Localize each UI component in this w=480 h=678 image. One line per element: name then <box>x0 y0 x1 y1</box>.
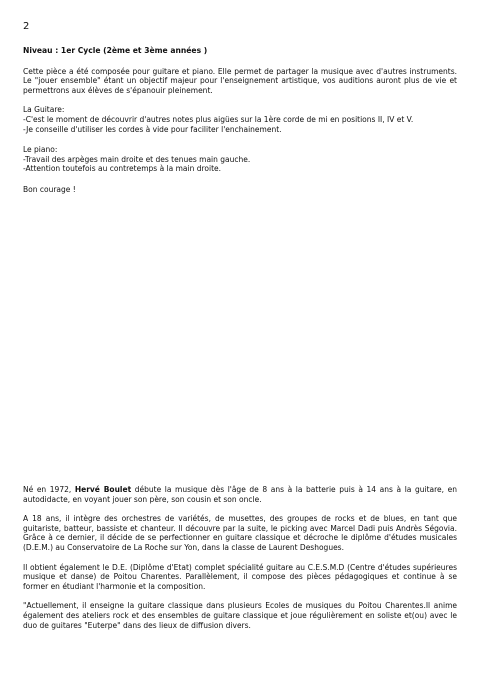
piano-line: -Travail des arpèges main droite et des tenues main gauche. <box>23 154 251 164</box>
level-heading: Niveau : 1er Cycle (2ème et 3ème années ) <box>23 46 208 55</box>
intro-paragraph: Cette pièce a été composée pour guitare et piano. Elle permet de partager la musique avec d'autres instruments. Le "jouer ensemble" étant un objectif majeur pour l'enseignement artistique, vos auditions auront plus de vie et permettrons aux élèves de s'épanouir pleinement. <box>23 66 457 95</box>
guitar-title: La Guitare: <box>23 105 65 115</box>
composer-biography <box>23 485 457 640</box>
bio-text: débute la musique dès l'âge de 8 ans à la batterie puis à 14 ans à la guitare, en autodidacte, en voyant jouer son père, son cousin et son oncle. <box>23 485 457 504</box>
guitar-section <box>23 105 457 134</box>
piano-line: -Attention toutefois au contretemps à la main droite. <box>23 164 222 174</box>
composer-name: Hervé Boulet <box>74 485 132 494</box>
closing-text: Bon courage ! <box>23 184 76 194</box>
page-number: 2 <box>23 21 30 32</box>
bio-paragraph-2: A 18 ans, il intègre des orchestres de variétés, de musettes, des groupes de rocks et de blues, en tant que guitariste, batteur, bassiste et chanteur. Il découvre par la suite, le picking avec Marcel Dadi puis Andrès Ségovia. Grâce à ce dernier, il décide de se perfectionner en guitare classique et décroche le diplôme d'études musicales (D.E.M.) au Conservatoire de La Roche sur Yon, dans la classe de Laurent Deshogues. <box>23 514 457 552</box>
piano-section <box>23 145 457 174</box>
bio-text: Né en 1972, <box>23 485 75 494</box>
guitar-line: -C'est le moment de découvrir d'autres notes plus aigües sur la 1ère corde de mi en positions II, IV et V. <box>23 114 414 124</box>
bio-paragraph-3: Il obtient également le D.E. (Diplôme d'Etat) complet spécialité guitare au C.E.S.M.D (Centre d'études supérieures musique et danse) de Poitou Charentes. Parallèlement, il compose des pièces pédagogiques et continue à se former en étudiant l'harmonie et la composition. <box>23 562 457 591</box>
bio-paragraph-4: "Actuellement, il enseigne la guitare classique dans plusieurs Ecoles de musiques du Poitou Charentes.Il anime également des ateliers rock et des ensembles de guitare classique et joue régulièrement en soliste et(ou) avec le duo de guitares "Euterpe" dans des lieux de diffusion divers. <box>23 601 457 630</box>
guitar-line: -Je conseille d'utiliser les cordes à vide pour faciliter l'enchainement. <box>23 124 282 134</box>
lesson-notes <box>23 46 457 195</box>
piano-title: Le piano: <box>23 145 58 155</box>
bio-paragraph-1 <box>23 485 457 504</box>
